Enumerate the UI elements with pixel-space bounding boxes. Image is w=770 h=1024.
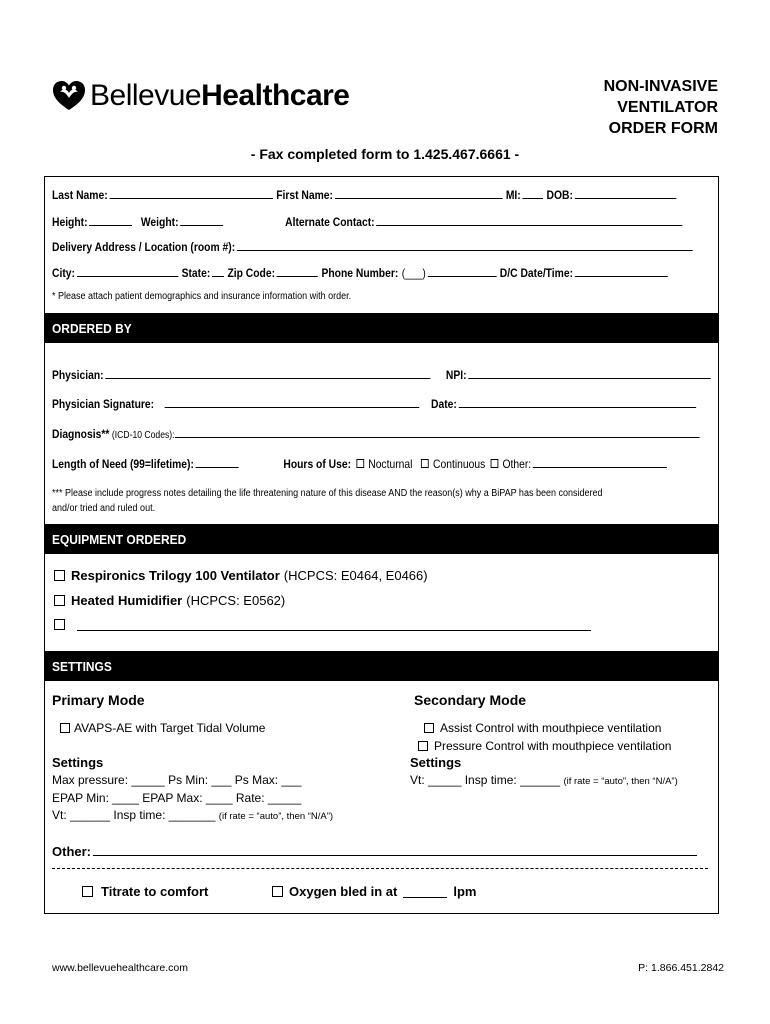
progress-notes-line-1: *** Please include progress notes detailing the life threatening nature of this disease AND the reason(s) why a BiPAP has been considered: [52, 488, 603, 499]
trilogy-name: Respironics Trilogy 100 Ventilator: [71, 568, 280, 583]
delivery-address-field[interactable]: [237, 238, 693, 251]
form-title: [518, 76, 718, 139]
humidifier-code: (HCPCS: E0562): [186, 593, 286, 608]
primary-settings-line-3[interactable]: [52, 808, 333, 822]
primary-settings-heading: Settings: [52, 755, 104, 770]
need-row: [52, 455, 714, 471]
weight-label: Weight:: [140, 215, 179, 229]
primary-option-row: [60, 721, 265, 735]
physician-signature-field[interactable]: [164, 395, 419, 408]
zip-label: Zip Code:: [227, 266, 276, 280]
date-field[interactable]: [459, 395, 696, 408]
secondary-option-row-2: [418, 739, 671, 753]
zip-field[interactable]: [277, 264, 318, 277]
diagnosis-field[interactable]: [175, 425, 700, 438]
humidifier-name: Heated Humidifier: [71, 593, 183, 608]
primary-mode-heading: Primary Mode: [52, 692, 145, 708]
other-equipment-field[interactable]: [77, 618, 591, 631]
avaps-checkbox[interactable]: [60, 723, 70, 733]
other-settings-field[interactable]: [93, 843, 697, 856]
title-line-1: NON-INVASIVE: [603, 78, 718, 95]
other-equipment-checkbox[interactable]: [54, 619, 65, 630]
city-field[interactable]: [77, 264, 178, 277]
city-label: City:: [52, 266, 75, 280]
fax-instruction: - Fax completed form to 1.425.467.6661 -: [250, 146, 520, 162]
other-settings-row: [52, 843, 714, 859]
other-hours-checkbox[interactable]: [490, 459, 498, 468]
titrate-label: Titrate to comfort: [101, 884, 209, 899]
last-name-field[interactable]: [109, 186, 272, 199]
phone-area-code[interactable]: (___): [401, 266, 426, 280]
title-line-3: ORDER FORM: [608, 120, 718, 137]
oxygen-row: [272, 884, 480, 899]
humidifier-checkbox[interactable]: [54, 595, 65, 606]
phone-label: Phone Number:: [321, 266, 399, 280]
primary-settings-line-2[interactable]: EPAP Min: ____ EPAP Max: ____ Rate: _____: [52, 791, 302, 805]
equipment-ordered-header: [44, 524, 719, 554]
continuous-label: Continuous: [433, 457, 486, 471]
oxygen-label: Oxygen bled in at: [289, 884, 398, 899]
other-settings-label: Other:: [52, 844, 91, 859]
patient-row-1: [52, 186, 714, 202]
footer-phone: P: 1.866.451.2842: [638, 962, 724, 974]
npi-label: NPI:: [445, 368, 467, 382]
physician-row: [52, 366, 714, 382]
physician-label: Physician:: [52, 368, 104, 382]
date-label: Date:: [431, 397, 457, 411]
dc-date-label: D/C Date/Time:: [499, 266, 574, 280]
state-field[interactable]: [212, 264, 224, 277]
progress-notes-line-2: and/or tried and ruled out.: [52, 503, 156, 514]
nocturnal-checkbox[interactable]: [356, 459, 364, 468]
footer-website[interactable]: www.bellevuehealthcare.com: [52, 962, 188, 974]
pressure-control-label: Pressure Control with mouthpiece ventilation: [434, 739, 672, 753]
demographics-note: * Please attach patient demographics and insurance information with order.: [52, 291, 352, 302]
last-name-label: Last Name:: [52, 188, 108, 202]
patient-row-3: [52, 238, 714, 254]
assist-control-label: Assist Control with mouthpiece ventilation: [440, 721, 662, 735]
secondary-option-row-1: [424, 721, 661, 735]
continuous-checkbox[interactable]: [421, 459, 429, 468]
primary-auto-note: (if rate = “auto”, then “N/A”): [218, 811, 334, 822]
heart-hands-logo-icon: [52, 79, 86, 113]
settings-header-text: SETTINGS: [52, 658, 112, 674]
first-name-field[interactable]: [335, 186, 503, 199]
height-field[interactable]: [89, 213, 132, 226]
equipment-ordered-header-text: EQUIPMENT ORDERED: [52, 531, 187, 547]
ordered-by-header-text: ORDERED BY: [52, 320, 132, 336]
physician-field[interactable]: [105, 366, 430, 379]
pressure-control-checkbox[interactable]: [418, 741, 428, 751]
equipment-item-humidifier: [54, 593, 285, 608]
ordered-by-header: [44, 313, 719, 343]
secondary-auto-note: (if rate = “auto”, then “N/A”): [563, 776, 678, 787]
length-of-need-label: Length of Need (99=lifetime):: [52, 457, 194, 471]
signature-row: [52, 395, 714, 411]
logo: [52, 76, 350, 116]
settings-header: [44, 651, 719, 681]
dashed-divider: [52, 868, 708, 869]
alternate-contact-label: Alternate Contact:: [285, 215, 375, 229]
height-label: Height:: [52, 215, 88, 229]
primary-settings-line-1[interactable]: Max pressure: _____ Ps Min: ___ Ps Max: ___: [52, 773, 302, 787]
oxygen-lpm-field[interactable]: [403, 885, 447, 898]
primary-vt-insp[interactable]: Vt: ______ Insp time: _______: [52, 808, 216, 822]
diagnosis-codes-label: (ICD-10 Codes):: [111, 430, 175, 441]
trilogy-checkbox[interactable]: [54, 570, 65, 581]
secondary-mode-heading: Secondary Mode: [414, 692, 527, 708]
hours-of-use-label: Hours of Use:: [283, 457, 352, 471]
avaps-label: AVAPS-AE with Target Tidal Volume: [74, 721, 266, 735]
mi-field[interactable]: [522, 186, 543, 199]
oxygen-checkbox[interactable]: [272, 886, 283, 897]
titrate-checkbox[interactable]: [82, 886, 93, 897]
diagnosis-label: Diagnosis**: [52, 427, 110, 441]
progress-notes-note: [52, 486, 603, 516]
state-label: State:: [181, 266, 211, 280]
secondary-settings-heading: Settings: [410, 755, 462, 770]
secondary-settings-line[interactable]: [410, 773, 678, 787]
patient-row-4: [52, 264, 714, 280]
first-name-label: First Name:: [276, 188, 333, 202]
title-line-2: VENTILATOR: [617, 99, 718, 116]
trilogy-code: (HCPCS: E0464, E0466): [283, 568, 428, 583]
dc-date-field[interactable]: [575, 264, 668, 277]
secondary-vt-insp[interactable]: Vt: _____ Insp time: ______: [410, 773, 561, 787]
dob-field[interactable]: [575, 186, 676, 199]
logo-word-bellevue: Bellevue: [90, 79, 202, 112]
equipment-item-trilogy: [54, 568, 428, 583]
titrate-row: [82, 884, 212, 899]
weight-field[interactable]: [180, 213, 223, 226]
other-hours-label: Other:: [502, 457, 532, 471]
equipment-item-other: [54, 618, 595, 631]
diagnosis-row: [52, 425, 714, 441]
delivery-address-label: Delivery Address / Location (room #):: [52, 240, 236, 254]
assist-control-checkbox[interactable]: [424, 723, 434, 733]
lpm-label: lpm: [453, 884, 477, 899]
length-of-need-field[interactable]: [196, 455, 239, 468]
physician-signature-label: Physician Signature:: [52, 397, 155, 411]
dob-label: DOB:: [546, 188, 573, 202]
logo-text: [90, 81, 350, 111]
phone-field[interactable]: [428, 264, 497, 277]
other-hours-field[interactable]: [533, 455, 667, 468]
mi-label: MI:: [505, 188, 521, 202]
logo-word-healthcare: Healthcare: [201, 79, 350, 112]
patient-row-2: [52, 213, 714, 229]
npi-field[interactable]: [468, 366, 711, 379]
alternate-contact-field[interactable]: [376, 213, 682, 226]
nocturnal-label: Nocturnal: [368, 457, 413, 471]
